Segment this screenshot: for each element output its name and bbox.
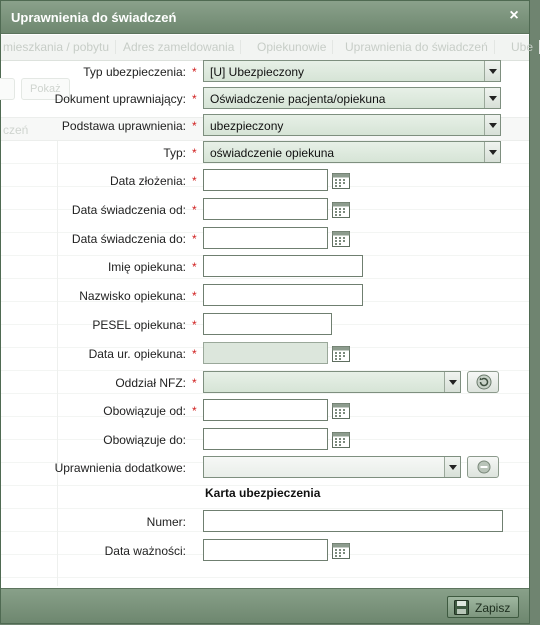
calendar-icon[interactable] <box>332 431 350 448</box>
save-label: Zapisz <box>475 601 511 615</box>
required-marker: * <box>192 203 197 217</box>
refresh-icon <box>476 374 492 390</box>
required-marker: * <box>192 347 197 361</box>
row-typ-ubezpieczenia <box>1 60 529 84</box>
oddzial-select[interactable] <box>203 371 461 393</box>
remove-button[interactable] <box>467 456 499 478</box>
background-grid-cell: czeń <box>3 123 29 137</box>
row-data-do <box>1 227 529 251</box>
dokument-select[interactable] <box>203 87 501 109</box>
dialog-title: Uprawnienia do świadczeń <box>11 10 177 25</box>
dokument-label: Dokument uprawniający: <box>54 92 186 106</box>
data-do-label: Data świadczenia do: <box>71 232 186 246</box>
imie-input[interactable] <box>203 255 363 277</box>
row-data-od <box>1 198 529 222</box>
chevron-down-icon[interactable] <box>484 61 500 81</box>
row-nazwisko <box>1 284 529 308</box>
background-tab: mieszkania / pobytu <box>0 40 116 54</box>
required-marker: * <box>192 232 197 246</box>
oddzial-label: Oddział NFZ: <box>115 376 186 390</box>
data-ur-input <box>203 342 328 364</box>
required-marker: * <box>192 289 197 303</box>
dialog-footer <box>1 588 529 623</box>
row-podstawa <box>1 114 529 138</box>
typ-label: Typ: <box>163 146 186 160</box>
uprawnienia-dodatkowe-label: Uprawnienia dodatkowe: <box>54 461 186 475</box>
row-pesel <box>1 313 529 337</box>
calendar-icon[interactable] <box>332 172 350 189</box>
typ-ubezpieczenia-select[interactable] <box>203 60 501 82</box>
section-heading-karta: Karta ubezpieczenia <box>205 486 321 500</box>
required-marker: * <box>192 404 197 418</box>
pesel-label: PESEL opiekuna: <box>92 318 186 332</box>
typ-value: oświadczenie opiekuna <box>210 146 335 160</box>
required-marker: * <box>192 119 197 133</box>
data-waznosci-input[interactable] <box>203 539 328 561</box>
background-tab: Opiekunowie <box>251 40 333 54</box>
chevron-down-icon[interactable] <box>444 372 460 392</box>
row-numer <box>1 510 529 534</box>
typ-ubezpieczenia-value: [U] Ubezpieczony <box>210 65 305 79</box>
row-typ <box>1 141 529 165</box>
data-zlozenia-input[interactable] <box>203 169 328 191</box>
numer-label: Numer: <box>146 515 186 529</box>
chevron-down-icon[interactable] <box>484 115 500 135</box>
numer-input[interactable] <box>203 510 503 532</box>
required-marker: * <box>192 146 197 160</box>
background-tab: Adres zameldowania <box>117 40 241 54</box>
background-tab: Uprawnienia do świadczeń <box>339 40 495 54</box>
dokument-value: Oświadczenie pacjenta/opiekuna <box>210 92 386 106</box>
uprawnienia-dodatkowe-select[interactable] <box>203 456 461 478</box>
chevron-down-icon[interactable] <box>444 457 460 477</box>
row-obowiazuje-od <box>1 399 529 423</box>
calendar-icon[interactable] <box>332 230 350 247</box>
row-data-ur <box>1 342 529 366</box>
data-od-input[interactable] <box>203 198 328 220</box>
podstawa-label: Podstawa uprawnienia: <box>61 119 186 133</box>
data-do-input[interactable] <box>203 227 328 249</box>
chevron-down-icon[interactable] <box>484 142 500 162</box>
entitlement-form <box>1 1 529 625</box>
floppy-disk-icon <box>454 600 469 615</box>
required-marker: * <box>192 174 197 188</box>
required-marker: * <box>192 318 197 332</box>
required-marker: * <box>192 376 197 390</box>
row-data-waznosci <box>1 539 529 563</box>
typ-ubezpieczenia-label: Typ ubezpieczenia: <box>83 65 186 79</box>
refresh-button[interactable] <box>467 371 499 393</box>
data-zlozenia-label: Data złożenia: <box>109 174 186 188</box>
background-button: Pokaż <box>21 78 70 100</box>
remove-icon <box>477 460 491 474</box>
imie-label: Imię opiekuna: <box>107 260 186 274</box>
background-tab: Ube <box>505 40 540 54</box>
obowiazuje-do-input[interactable] <box>203 428 328 450</box>
row-obowiazuje-do <box>1 428 529 452</box>
required-marker: * <box>192 92 197 106</box>
calendar-icon[interactable] <box>332 402 350 419</box>
typ-select[interactable] <box>203 141 501 163</box>
calendar-icon[interactable] <box>332 542 350 559</box>
podstawa-value: ubezpieczony <box>210 119 284 133</box>
pesel-input[interactable] <box>203 313 332 335</box>
obowiazuje-od-label: Obowiązuje od: <box>103 404 186 418</box>
obowiazuje-do-label: Obowiązuje do: <box>103 433 186 447</box>
calendar-icon[interactable] <box>332 201 350 218</box>
required-marker: * <box>192 65 197 79</box>
nazwisko-label: Nazwisko opiekuna: <box>79 289 186 303</box>
close-icon[interactable]: × <box>509 7 519 24</box>
row-oddzial <box>1 371 529 395</box>
data-od-label: Data świadczenia od: <box>71 203 186 217</box>
required-marker: * <box>192 260 197 274</box>
save-button[interactable] <box>447 596 519 618</box>
podstawa-select[interactable] <box>203 114 501 136</box>
nazwisko-input[interactable] <box>203 284 363 306</box>
chevron-down-icon[interactable] <box>484 88 500 108</box>
data-waznosci-label: Data ważności: <box>104 544 186 558</box>
row-data-zlozenia <box>1 169 529 193</box>
data-ur-label: Data ur. opiekuna: <box>88 347 186 361</box>
row-uprawnienia-dodatkowe <box>1 456 529 480</box>
calendar-icon[interactable] <box>332 345 350 362</box>
row-imie <box>1 255 529 279</box>
row-dokument <box>1 87 529 111</box>
obowiazuje-od-input[interactable] <box>203 399 328 421</box>
